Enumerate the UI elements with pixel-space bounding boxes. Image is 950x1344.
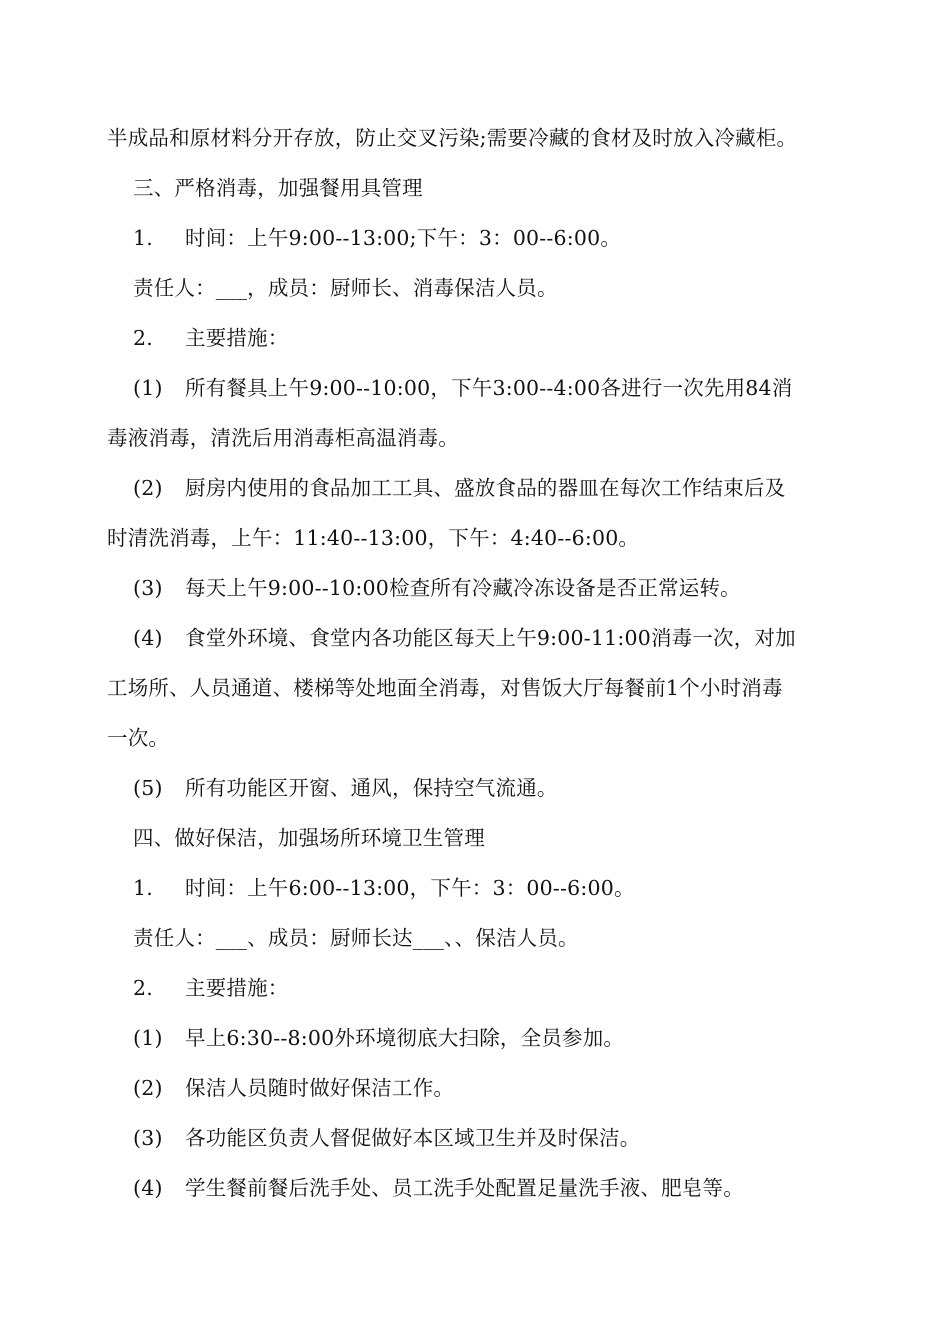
list-text: 厨房内使用的食品加工工具、盛放食品的器皿在每次工作结束后及 bbox=[185, 476, 786, 500]
section-heading: 三、严格消毒，加强餐用具管理 bbox=[133, 176, 423, 200]
list-number: (3) bbox=[133, 576, 163, 600]
list-number: 1. bbox=[133, 876, 153, 900]
list-number: (4) bbox=[133, 626, 163, 650]
section-heading: 四、做好保洁，加强场所环境卫生管理 bbox=[133, 826, 485, 850]
list-text: 食堂外环境、食堂内各功能区每天上午9:00-11:00消毒一次，对加 bbox=[185, 626, 796, 650]
list-text: 主要措施： bbox=[185, 976, 289, 1000]
list-text: 各功能区负责人督促做好本区域卫生并及时保洁。 bbox=[185, 1126, 641, 1150]
paragraph-line: 责任人：___、成员：厨师长达___、、保洁人员。 bbox=[133, 926, 579, 950]
paragraph-line: 半成品和原材料分开存放，防止交叉污染;需要冷藏的食材及时放入冷藏柜。 bbox=[107, 126, 798, 150]
list-number: (1) bbox=[133, 1026, 163, 1050]
list-text: 保洁人员随时做好保洁工作。 bbox=[185, 1076, 455, 1100]
list-item bbox=[0, 963, 950, 1013]
list-text: 时间：上午9:00--13:00;下午：3：00--6:00。 bbox=[185, 226, 622, 250]
paragraph-line: 时清洗消毒，上午：11:40--13:00，下午：4:40--6:00。 bbox=[107, 526, 640, 550]
paragraph-line: 责任人：___，成员：厨师长、消毒保洁人员。 bbox=[133, 276, 558, 300]
list-item bbox=[0, 863, 950, 913]
list-number: 2. bbox=[133, 326, 153, 350]
list-item bbox=[0, 213, 950, 263]
list-text: 所有功能区开窗、通风，保持空气流通。 bbox=[185, 776, 558, 800]
list-text: 所有餐具上午9:00--10:00，下午3:00--4:00各进行一次先用84消 bbox=[185, 376, 793, 400]
list-number: (4) bbox=[133, 1176, 163, 1200]
list-item bbox=[0, 363, 950, 413]
list-item bbox=[0, 1013, 950, 1063]
list-number: (1) bbox=[133, 376, 163, 400]
list-item bbox=[0, 1063, 950, 1113]
list-text: 时间：上午6:00--13:00，下午：3：00--6:00。 bbox=[185, 876, 635, 900]
list-number: 2. bbox=[133, 976, 153, 1000]
list-number: (2) bbox=[133, 476, 163, 500]
list-item bbox=[0, 563, 950, 613]
paragraph-line: 一次。 bbox=[107, 726, 170, 750]
list-text: 早上6:30--8:00外环境彻底大扫除，全员参加。 bbox=[185, 1026, 625, 1050]
list-item bbox=[0, 613, 950, 663]
list-number: (5) bbox=[133, 776, 163, 800]
list-text: 主要措施： bbox=[185, 326, 289, 350]
list-text: 每天上午9:00--10:00检查所有冷藏冷冻设备是否正常运转。 bbox=[185, 576, 741, 600]
list-item bbox=[0, 1163, 950, 1213]
list-number: (3) bbox=[133, 1126, 163, 1150]
paragraph-line: 毒液消毒，清洗后用消毒柜高温消毒。 bbox=[107, 426, 459, 450]
list-item bbox=[0, 1113, 950, 1163]
list-text: 学生餐前餐后洗手处、员工洗手处配置足量洗手液、肥皂等。 bbox=[185, 1176, 744, 1200]
list-number: (2) bbox=[133, 1076, 163, 1100]
list-item bbox=[0, 763, 950, 813]
list-item bbox=[0, 463, 950, 513]
paragraph-line: 工场所、人员通道、楼梯等处地面全消毒，对售饭大厅每餐前1个小时消毒 bbox=[107, 676, 783, 700]
list-item bbox=[0, 313, 950, 363]
list-number: 1. bbox=[133, 226, 153, 250]
